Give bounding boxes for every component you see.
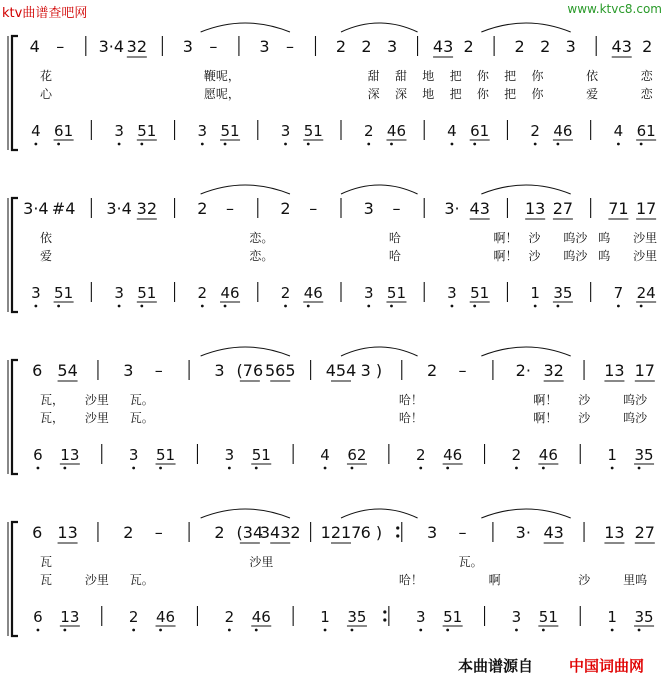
lyric-line2: 瓦， (40, 411, 65, 425)
melody-note: 32 (126, 37, 148, 56)
bass-note: 62 (347, 446, 367, 464)
lyric-line1: 花 (40, 69, 53, 83)
octave-dot (37, 629, 40, 632)
octave-dot (307, 305, 310, 308)
bass-note: 51 (220, 122, 240, 140)
lyric-line1: 呜沙 (623, 393, 648, 407)
octave-dot (324, 629, 327, 632)
lyric-line1: 沙 (578, 393, 591, 407)
bass-note: 1 (530, 284, 540, 302)
bass-note: 24 (636, 284, 656, 302)
octave-dot (57, 305, 60, 308)
bass-note: 51 (54, 284, 74, 302)
melody-note: 2 (361, 37, 372, 56)
melody-note: – (226, 199, 235, 218)
bass-note: 2 (280, 284, 291, 302)
bass-note: 46 (251, 608, 271, 626)
melody-note: 2· (515, 361, 531, 380)
lyric-line1: 瓦 (40, 555, 53, 569)
system-bracket (12, 36, 18, 150)
slur-arc (201, 185, 290, 194)
bass-note: 6 (33, 608, 43, 626)
melody-note: 54 (57, 361, 78, 380)
bass-note: 3 (31, 284, 41, 302)
slur-arc (341, 23, 418, 32)
watermark-top-right: www.ktvc8.com (567, 2, 662, 16)
lyric-line2: 哈！ (398, 573, 423, 587)
octave-dot (451, 143, 454, 146)
bass-note: 46 (156, 608, 176, 626)
slur-arc (481, 509, 570, 518)
lyric-line2: 沙里 (633, 249, 658, 263)
melody-note: 32 (136, 199, 158, 218)
bass-note: 2 (197, 284, 208, 302)
bass-note: 3 (511, 608, 522, 626)
lyric-line2: 把 (504, 87, 517, 101)
octave-dot (140, 143, 143, 146)
bass-note: 51 (137, 284, 157, 302)
bass-note: 3 (114, 122, 124, 140)
bass-note: 2 (511, 446, 522, 464)
lyric-line1: 沙里 (249, 555, 274, 569)
lyric-line2: 瓦。 (129, 411, 154, 425)
octave-dot (542, 467, 545, 470)
lyric-line2: 里呜 (623, 573, 648, 587)
octave-dot (159, 467, 162, 470)
bass-note: 61 (636, 122, 656, 140)
lyric-line2: 爱 (40, 249, 53, 263)
melody-note: – (209, 37, 218, 56)
footer-source-site: 中国词曲网 (569, 657, 645, 675)
melody-note: 1217 (320, 523, 362, 542)
lyric-line1: 瓦。 (458, 555, 483, 569)
melody-note: 3432 (259, 523, 301, 542)
melody-note: 3 (565, 37, 576, 56)
melody-note: 13 (57, 523, 78, 542)
bass-note: 61 (54, 122, 74, 140)
lyric-line2: 呜沙 (623, 411, 648, 425)
lyric-line2: 啊！ (533, 411, 558, 425)
octave-dot (515, 467, 518, 470)
melody-note: (76 (236, 361, 264, 380)
octave-dot (63, 467, 66, 470)
octave-dot (419, 629, 422, 632)
bass-note: 2 (415, 446, 426, 464)
octave-dot (473, 305, 476, 308)
octave-dot (57, 143, 60, 146)
melody-note: – (392, 199, 401, 218)
lyric-line1: 瓦。 (129, 393, 154, 407)
octave-dot (307, 143, 310, 146)
lyric-line2: 心 (40, 87, 53, 101)
octave-dot (63, 629, 66, 632)
bass-note: 1 (607, 446, 617, 464)
melody-note: 2 (463, 37, 474, 56)
lyric-line1: 甜 (394, 69, 407, 83)
octave-dot (34, 305, 37, 308)
melody-note: 2 (335, 37, 347, 56)
bass-note: 51 (386, 284, 407, 302)
melody-note: 17 (635, 199, 657, 218)
bass-note: 3 (114, 284, 124, 302)
melody-note: 4 (29, 37, 40, 56)
melody-note: #4 (51, 199, 76, 218)
footer-source-label: 本曲谱源自 (458, 657, 534, 675)
lyric-line1: 鞭呢， (203, 69, 240, 83)
bass-note: 2 (363, 122, 374, 140)
octave-dot (132, 629, 135, 632)
octave-dot (351, 629, 354, 632)
lyric-line2: 沙 (578, 411, 591, 425)
lyric-line1: 恋 (640, 69, 653, 83)
lyric-line1: 呜 (598, 231, 611, 245)
melody-note: 3 ) (360, 361, 383, 380)
melody-note: 3·4 (23, 199, 49, 218)
lyric-line2: 哈！ (398, 411, 423, 425)
octave-dot (640, 143, 643, 146)
bass-note: 51 (443, 608, 463, 626)
bass-note: 35 (634, 446, 654, 464)
bass-note: 35 (347, 608, 367, 626)
melody-note: 6 ) (360, 523, 383, 542)
bass-note: 2 (224, 608, 235, 626)
repeat-dot (383, 618, 386, 621)
bass-note: 1 (607, 608, 617, 626)
lyric-line1: 地 (422, 69, 435, 83)
octave-dot (132, 467, 135, 470)
lyric-line2: 沙 (578, 573, 591, 587)
bass-note: 51 (137, 122, 157, 140)
lyric-line1: 把 (504, 69, 517, 83)
melody-note: 3 (214, 361, 225, 380)
melody-note: 2 (197, 199, 208, 218)
lyric-line2: 你 (531, 87, 544, 101)
octave-dot (638, 467, 641, 470)
slur-arc (201, 23, 290, 32)
slur-arc (201, 347, 290, 356)
octave-dot (118, 305, 121, 308)
lyric-line1: 啊！ (533, 393, 558, 407)
octave-dot (367, 143, 370, 146)
bass-note: 6 (33, 446, 43, 464)
melody-note: 6 (32, 361, 43, 380)
octave-dot (515, 629, 518, 632)
lyric-line2: 恋 (640, 87, 653, 101)
slur-arc (481, 23, 570, 32)
slur-arc (341, 509, 418, 518)
lyric-line1: 沙里 (84, 393, 109, 407)
melody-note: 2 (514, 37, 525, 56)
lyric-line2: 地 (422, 87, 435, 101)
lyric-line2: 深 (367, 87, 380, 101)
bass-note: 46 (538, 446, 558, 464)
melody-note: 32 (543, 361, 564, 380)
octave-dot (255, 467, 258, 470)
bass-note: 3 (447, 284, 457, 302)
melody-note: 17 (634, 361, 655, 380)
bass-note: 46 (386, 122, 407, 140)
bass-note: 3 (363, 284, 374, 302)
melody-note: 565 (264, 361, 296, 380)
bass-note: 51 (538, 608, 558, 626)
melody-note: 13 (604, 361, 625, 380)
octave-dot (255, 629, 258, 632)
octave-dot (557, 143, 560, 146)
bass-note: 46 (303, 284, 323, 302)
melody-note: 43 (432, 37, 454, 56)
melody-note: 3 (123, 361, 134, 380)
bass-note: 61 (470, 122, 490, 140)
lyric-line1: 沙 (528, 231, 541, 245)
melody-note: – (56, 37, 65, 56)
melody-note: 27 (552, 199, 574, 218)
repeat-dot (396, 526, 399, 529)
octave-dot (367, 305, 370, 308)
octave-dot (140, 305, 143, 308)
octave-dot (534, 305, 537, 308)
octave-dot (224, 143, 227, 146)
lyric-line2: 沙里 (84, 573, 109, 587)
lyric-line2: 啊 (488, 573, 501, 587)
octave-dot (446, 467, 449, 470)
bass-note: 3 (280, 122, 291, 140)
octave-dot (201, 305, 204, 308)
lyric-line1: 哈 (388, 231, 401, 245)
octave-dot (611, 467, 614, 470)
lyric-line1: 你 (476, 69, 489, 83)
octave-dot (228, 467, 231, 470)
melody-note: – (309, 199, 318, 218)
slur-arc (201, 509, 290, 518)
octave-dot (542, 629, 545, 632)
bass-note: 51 (156, 446, 176, 464)
octave-dot (34, 143, 37, 146)
bass-note: 4 (320, 446, 330, 464)
octave-dot (284, 305, 287, 308)
bass-note: 51 (303, 122, 323, 140)
bass-note: 3 (128, 446, 139, 464)
octave-dot (451, 305, 454, 308)
melody-note: – (458, 361, 467, 380)
system-bracket (12, 522, 18, 636)
melody-note: 43 (611, 37, 632, 56)
bass-note: 7 (613, 284, 624, 302)
octave-dot (611, 629, 614, 632)
bass-note: 13 (60, 608, 80, 626)
lyric-line1: 呜沙 (563, 231, 588, 245)
slur-arc (341, 347, 418, 356)
octave-dot (37, 467, 40, 470)
octave-dot (201, 143, 204, 146)
octave-dot (390, 143, 393, 146)
melody-note: 2 (540, 37, 551, 56)
bass-note: 51 (251, 446, 271, 464)
slur-arc (481, 347, 570, 356)
octave-dot (419, 467, 422, 470)
melody-note: – (154, 361, 163, 380)
octave-dot (617, 305, 620, 308)
octave-dot (224, 305, 227, 308)
bass-note: 1 (320, 608, 330, 626)
octave-dot (534, 143, 537, 146)
octave-dot (446, 629, 449, 632)
melody-note: 6 (32, 523, 43, 542)
octave-dot (557, 305, 560, 308)
lyric-line1: 把 (449, 69, 462, 83)
octave-dot (159, 629, 162, 632)
octave-dot (118, 143, 121, 146)
melody-note: 3· (444, 199, 460, 218)
bass-note: 2 (530, 122, 540, 140)
octave-dot (390, 305, 393, 308)
melody-note: 3 (363, 199, 374, 218)
lyric-line1: 甜 (367, 69, 380, 83)
lyric-line2: 你 (476, 87, 489, 101)
repeat-dot (383, 610, 386, 613)
bass-note: 51 (470, 284, 490, 302)
lyric-line2: 深 (394, 87, 407, 101)
bass-note: 2 (128, 608, 139, 626)
lyric-line2: 呜 (598, 249, 611, 263)
bass-note: 46 (220, 284, 240, 302)
melody-note: 2 (427, 361, 438, 380)
melody-note: 2 (280, 199, 291, 218)
melody-note: 454 (325, 361, 357, 380)
lyric-line2: 恋。 (249, 249, 274, 263)
octave-dot (228, 629, 231, 632)
lyric-line2: 把 (449, 87, 462, 101)
octave-dot (617, 143, 620, 146)
bass-note: 4 (447, 122, 457, 140)
lyric-line1: 你 (531, 69, 544, 83)
lyric-line2: 爱 (586, 87, 599, 101)
melody-note: 13 (604, 523, 625, 542)
bass-note: 35 (634, 608, 654, 626)
bass-note: 35 (553, 284, 573, 302)
melody-note: 3 (427, 523, 438, 542)
lyric-line1: 依 (40, 231, 53, 245)
repeat-dot (396, 534, 399, 537)
lyric-line1: 恋。 (249, 231, 274, 245)
melody-note: 2 (123, 523, 134, 542)
lyric-line2: 沙 (528, 249, 541, 263)
melody-note: 3 (386, 37, 398, 56)
octave-dot (640, 305, 643, 308)
lyric-line2: 瓦。 (129, 573, 154, 587)
melody-note: 3·4 (106, 199, 132, 218)
octave-dot (324, 467, 327, 470)
octave-dot (284, 143, 287, 146)
melody-note: – (458, 523, 467, 542)
system-bracket (12, 198, 18, 312)
lyric-line2: 啊！ (493, 249, 518, 263)
melody-note: 71 (608, 199, 629, 218)
melody-note: 3· (515, 523, 531, 542)
melody-note: 3 (259, 37, 270, 56)
bass-note: 46 (443, 446, 463, 464)
melody-note: 3 (182, 37, 193, 56)
octave-dot (473, 143, 476, 146)
bass-note: 46 (553, 122, 573, 140)
bass-note: 4 (613, 122, 624, 140)
lyric-line2: 哈 (388, 249, 401, 263)
melody-note: 2 (214, 523, 225, 542)
lyric-line1: 哈！ (398, 393, 423, 407)
octave-dot (638, 629, 641, 632)
lyric-line2: 沙里 (84, 411, 109, 425)
melody-note: 43 (469, 199, 490, 218)
bass-note: 3 (197, 122, 208, 140)
lyric-line1: 依 (586, 69, 599, 83)
melody-note: 2 (642, 37, 653, 56)
bass-note: 3 (415, 608, 426, 626)
system-bracket (12, 360, 18, 474)
melody-note: (34 (236, 523, 264, 542)
lyric-line1: 啊！ (493, 231, 518, 245)
melody-note: 27 (634, 523, 655, 542)
lyric-line2: 愿呢， (203, 87, 240, 101)
melody-note: – (285, 37, 294, 56)
melody-note: 13 (524, 199, 546, 218)
lyric-line2: 瓦 (40, 573, 53, 587)
bass-note: 4 (31, 122, 41, 140)
melody-note: 3·4 (98, 37, 125, 56)
slur-arc (341, 185, 418, 194)
slur-arc (481, 185, 570, 194)
melody-note: – (154, 523, 163, 542)
lyric-line1: 瓦， (40, 393, 65, 407)
lyric-line2: 呜沙 (563, 249, 588, 263)
octave-dot (351, 467, 354, 470)
bass-note: 3 (224, 446, 235, 464)
melody-note: 43 (543, 523, 564, 542)
lyric-line1: 沙里 (633, 231, 658, 245)
watermark-top-left: ktv曲谱查吧网 (2, 6, 88, 21)
bass-note: 13 (60, 446, 80, 464)
